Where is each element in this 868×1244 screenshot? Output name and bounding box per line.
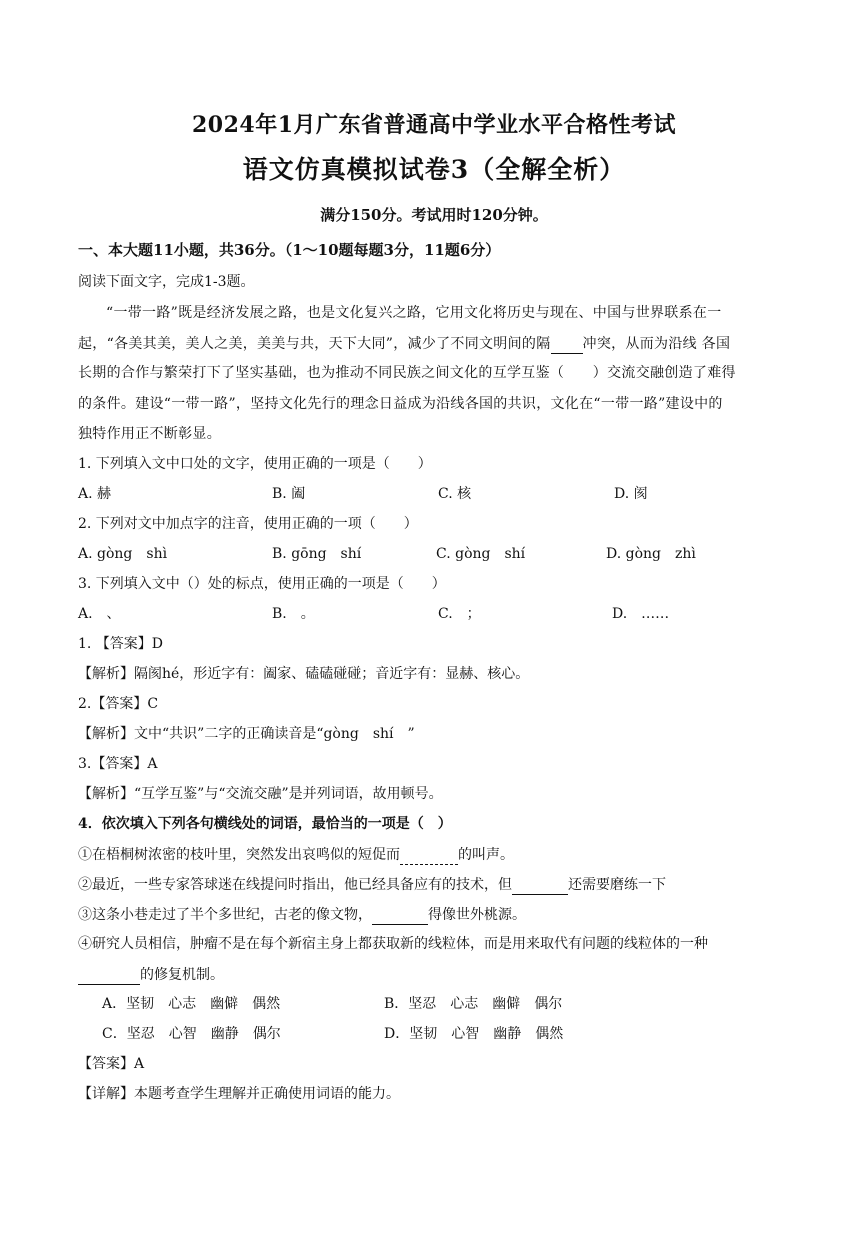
sentence-text: ①在梧桐树浓密的枝叶里，突然发出哀鸣似的短促而 [78, 847, 400, 863]
q3-option-b: B. 。 [272, 606, 315, 622]
passage-line [78, 333, 790, 354]
q4-option-d: D．坚韧 心智 幽静 偶然 [384, 1026, 564, 1042]
answer-3: 3.【答案】A [78, 756, 158, 772]
sentence-text: 的叫声。 [458, 847, 514, 863]
detail-4: 【详解】本题考查学生理解并正确使用词语的能力。 [78, 1086, 400, 1102]
question-2-stem: 2. 下列对文中加点字的注音，使用正确的一项（ ） [78, 516, 418, 532]
question-3-stem: 3. 下列填入文中（）处的标点，使用正确的一项是（ ） [78, 576, 446, 592]
fill-blank [400, 844, 458, 865]
sentence-text: ②最近，一些专家答球迷在线提问时指出，他已经具备应有的技术，但 [78, 877, 512, 893]
question-4-stem: 4．依次填入下列各句横线处的词语，最恰当的一项是（ ） [78, 816, 452, 832]
q4-sentence-1 [78, 844, 790, 865]
exam-title: 2024年1月广东省普通高中学业水平合格性考试 [191, 112, 677, 138]
explanation-1: 【解析】隔阂hé，形近字有：阖家、磕磕碰碰；音近字有：显赫、核心。 [78, 666, 530, 682]
q2-option-c: C. gòng shí [436, 546, 526, 562]
exam-subtitle: 语文仿真模拟试卷3（全解全析） [242, 155, 626, 184]
passage-line: 独特作用正不断彰显。 [78, 426, 221, 442]
q4-sentence-3 [78, 904, 790, 925]
q4-sentence-4: ④研究人员相信，肿瘤不是在每个新宿主身上都获取新的线粒体，而是用来取代有问题的线粒体的一种 [78, 936, 708, 952]
sentence-text: 还需要磨练一下 [568, 877, 666, 893]
passage-line: “一带一路”既是经济发展之路，也是文化复兴之路，它用文化将历史与现在、中国与世界联系在一 [106, 305, 722, 321]
q1-option-b: B. 阖 [272, 486, 306, 502]
section-heading: 一、本大题11小题，共36分。（1～10题每题3分，11题6分） [78, 241, 501, 259]
q4-sentence-2 [78, 874, 790, 895]
passage-line: 长期的合作与繁荣打下了坚实基础，也为推动不同民族之间文化的互学互鉴（ ）交流交融创造了难得 [78, 365, 736, 381]
reading-instruction: 阅读下面文字，完成1-3题。 [78, 274, 255, 290]
q1-option-d: D. 阂 [614, 486, 648, 502]
q1-option-a: A. 赫 [78, 486, 112, 502]
q2-option-a: A. gòng shì [78, 546, 168, 562]
passage-line: 的条件。建设“一带一路”，坚持文化先行的理念日益成为沿线各国的共识，文化在“一带一路”建设中的 [78, 396, 723, 412]
answer-4: 【答案】A [78, 1056, 145, 1072]
sentence-text: 的修复机制。 [140, 967, 224, 983]
q4-option-b: B．坚忍 心志 幽僻 偶尔 [384, 996, 563, 1012]
q2-option-d: D. gòng zhì [606, 546, 696, 562]
q4-option-a: A．坚韧 心志 幽僻 偶然 [102, 996, 281, 1012]
q2-option-b: B. gōng shí [272, 546, 362, 562]
q3-option-a: A. 、 [78, 606, 121, 622]
q3-option-c: C. ； [438, 606, 481, 622]
q4-sentence-4-cont [78, 964, 790, 985]
question-1-stem: 1. 下列填入文中口处的文字，使用正确的一项是（ ） [78, 456, 432, 472]
fill-blank [551, 333, 583, 354]
fill-blank [78, 964, 140, 985]
passage-text: 起，“各美其美，美人之美，美美与共，天下大同”，减少了不同文明间的隔 [78, 336, 551, 352]
fill-blank [512, 874, 568, 895]
explanation-3: 【解析】“互学互鉴”与“交流交融”是并列词语，故用顿号。 [78, 786, 443, 802]
answer-1: 1. 【答案】D [78, 636, 164, 652]
q3-option-d: D. …… [612, 606, 670, 622]
sentence-text: ③这条小巷走过了半个多世纪，古老的像文物， [78, 907, 372, 923]
explanation-2: 【解析】文中“共识”二字的正确读音是“gòng shí ” [78, 726, 415, 742]
answer-2: 2.【答案】C [78, 696, 159, 712]
fill-blank [372, 904, 428, 925]
exam-info: 满分150分。考试用时120分钟。 [320, 206, 548, 224]
q1-option-c: C. 核 [438, 486, 472, 502]
q4-option-c: C．坚忍 心智 幽静 偶尔 [102, 1026, 281, 1042]
sentence-text: 得像世外桃源。 [428, 907, 526, 923]
passage-text: 冲突，从而为沿线 各国 [582, 336, 731, 352]
